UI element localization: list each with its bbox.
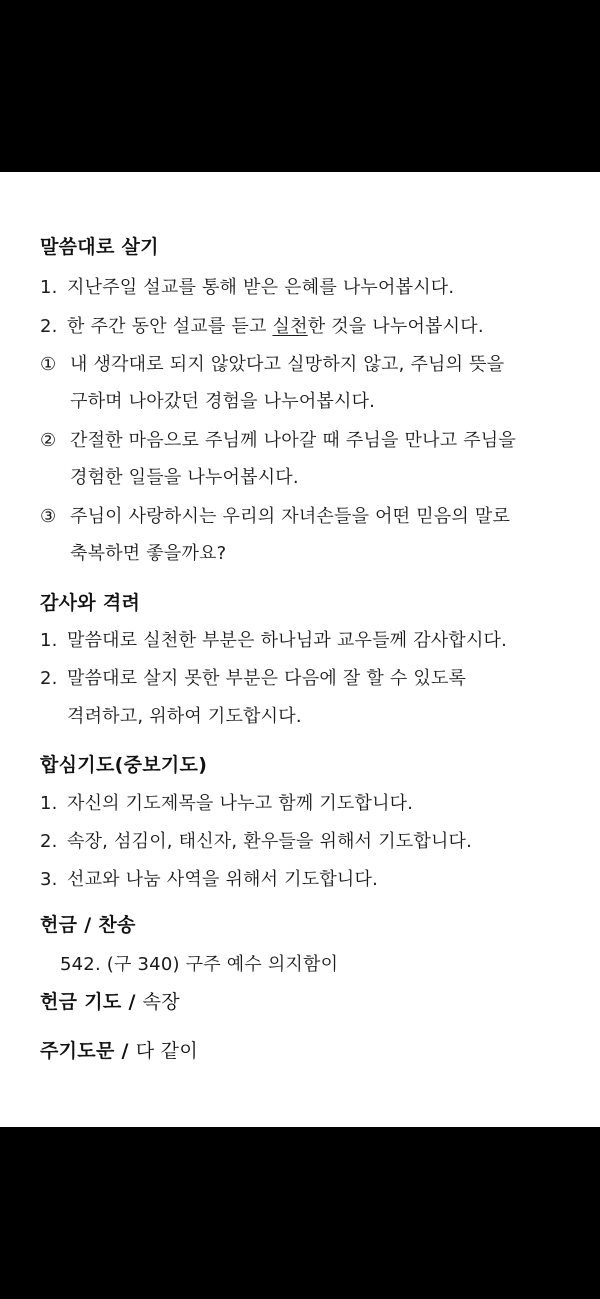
list-item — [40, 789, 413, 815]
sub-item — [40, 350, 504, 376]
item-number: 2. — [40, 831, 58, 852]
document-page — [0, 172, 600, 1127]
item-number: 1. — [40, 277, 58, 298]
lords-prayer-who: 다 같이 — [135, 1040, 198, 1062]
hymn-line: 542. (구 340) 구주 예수 의지함이 — [60, 954, 339, 975]
sub-item-continuation: 경험한 일들을 나누어봅시다. — [70, 467, 299, 488]
sub-item-continuation: 구하며 나아갔던 경험을 나누어봅시다. — [70, 391, 376, 412]
offering-prayer-label: 헌금 기도 / — [40, 991, 143, 1013]
item-continuation: 격려하고, 위하여 기도합시다. — [67, 706, 302, 727]
sub-item — [40, 426, 516, 452]
item-number: 2. — [40, 316, 58, 337]
sub-item-continuation: 축복하면 좋을까요? — [70, 543, 227, 564]
item-number: 1. — [40, 630, 58, 651]
list-item — [40, 827, 472, 853]
item-text: 자신의 기도제목을 나누고 함께 기도합니다. — [67, 793, 414, 814]
item-text-underlined: 실천 — [272, 316, 308, 337]
sub-item-text: 간절한 마음으로 주님께 나아갈 때 주님을 만나고 주님을 — [70, 430, 516, 451]
section-title-prayer: 합심기도(중보기도) — [40, 754, 208, 776]
item-text: 말씀대로 살지 못한 부분은 다음에 잘 할 수 있도록 — [67, 668, 467, 689]
list-item — [40, 312, 484, 338]
list-item — [40, 626, 507, 652]
section-title-living-word: 말씀대로 살기 — [40, 236, 159, 258]
item-text-pre: 한 주간 동안 설교를 듣고 — [67, 316, 273, 337]
sub-item-number: ② — [40, 430, 57, 451]
sub-item-number: ① — [40, 354, 57, 375]
item-text-post: 한 것을 나누어봅시다. — [307, 316, 484, 337]
section-title-offering-prayer — [40, 987, 180, 1014]
sub-item — [40, 502, 510, 528]
list-item — [40, 865, 378, 891]
item-number: 3. — [40, 869, 58, 890]
sub-item-text: 내 생각대로 되지 않았다고 실망하지 않고, 주님의 뜻을 — [70, 354, 505, 375]
section-title-lords-prayer — [40, 1036, 198, 1063]
item-text: 말씀대로 실천한 부분은 하나님과 교우들께 감사합시다. — [67, 630, 508, 651]
item-number: 2. — [40, 668, 58, 689]
sub-item-number: ③ — [40, 506, 57, 527]
offering-prayer-leader: 속장 — [142, 991, 180, 1013]
item-text: 선교와 나눔 사역을 위해서 기도합니다. — [67, 869, 379, 890]
lords-prayer-label: 주기도문 / — [40, 1040, 136, 1062]
list-item — [40, 664, 466, 690]
section-title-thanks: 감사와 격려 — [40, 592, 141, 614]
item-text: 지난주일 설교를 통해 받은 은혜를 나누어봅시다. — [67, 277, 455, 298]
item-number: 1. — [40, 793, 58, 814]
list-item — [40, 273, 454, 299]
section-title-offering: 헌금 / 찬송 — [40, 914, 136, 936]
sub-item-text: 주님이 사랑하시는 우리의 자녀손들을 어떤 믿음의 말로 — [70, 506, 511, 527]
item-text: 속장, 섬김이, 태신자, 환우들을 위해서 기도합니다. — [67, 831, 473, 852]
